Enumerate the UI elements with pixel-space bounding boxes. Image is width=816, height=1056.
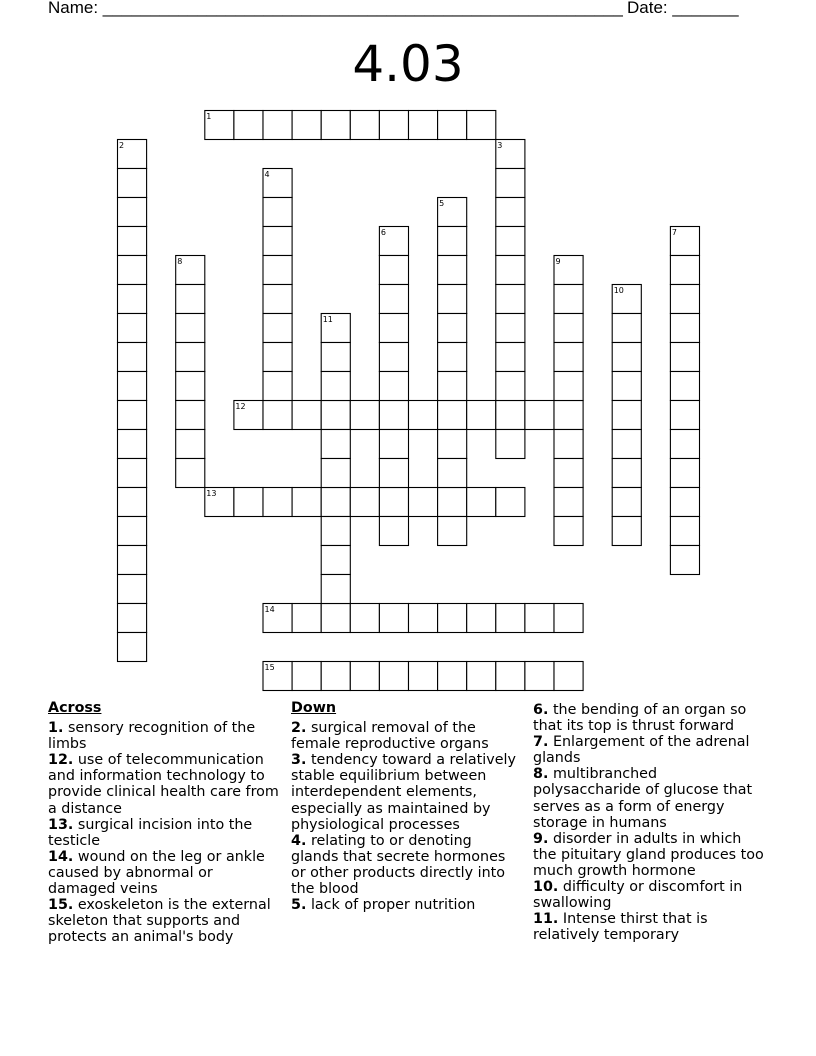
clue-number: 4 xyxy=(264,170,270,179)
grid-cell[interactable] xyxy=(176,285,205,314)
grid-cell[interactable] xyxy=(176,314,205,343)
grid-cell[interactable] xyxy=(321,343,350,372)
grid-cell[interactable] xyxy=(467,401,496,430)
grid-cell[interactable] xyxy=(379,430,408,459)
grid-cell[interactable] xyxy=(438,111,467,140)
grid-cell[interactable] xyxy=(118,517,147,546)
grid-cell[interactable] xyxy=(118,401,147,430)
grid-cell[interactable] xyxy=(438,430,467,459)
clue-number: 1 xyxy=(206,112,212,121)
grid-cell[interactable] xyxy=(118,604,147,633)
grid-cell[interactable] xyxy=(321,372,350,401)
clue-down-4: 4. relating to or denoting glands that secrete hormones or other products directly into the blood xyxy=(291,832,506,898)
grid-cell[interactable] xyxy=(554,488,583,517)
grid-cell[interactable] xyxy=(118,575,147,604)
grid-cell[interactable] xyxy=(554,517,583,546)
clue-number: 15 xyxy=(264,663,275,672)
clue-across-15: 15. exoskeleton is the external skeleton that supports and protects an animal's body xyxy=(48,897,271,946)
grid-cell[interactable] xyxy=(292,111,321,140)
grid-cell[interactable] xyxy=(321,459,350,488)
page-title: 4.03 xyxy=(352,35,464,93)
grid-cell[interactable] xyxy=(670,256,699,285)
clue-number: 11 xyxy=(322,315,333,324)
grid-cell[interactable] xyxy=(612,488,641,517)
grid-cell[interactable] xyxy=(350,111,379,140)
clue-down-7: 7. Enlargement of the adrenal glands xyxy=(533,734,750,767)
grid-cell[interactable] xyxy=(379,343,408,372)
down-heading: Down xyxy=(291,700,337,716)
clue-down-3: 3. tendency toward a relatively stable equilibrium between interdependent elements, especially as maintained by physiological processes xyxy=(291,752,516,833)
clue-across-1: 1. sensory recognition of the limbs xyxy=(48,720,256,753)
across-list xyxy=(48,720,283,945)
across-clues xyxy=(48,700,283,945)
grid-cell[interactable] xyxy=(234,111,263,140)
grid-cell[interactable] xyxy=(263,111,292,140)
grid-cell[interactable] xyxy=(321,111,350,140)
grid-cell[interactable] xyxy=(612,517,641,546)
clue-number: 9 xyxy=(555,257,561,266)
grid-cell[interactable] xyxy=(670,343,699,372)
grid-cell[interactable] xyxy=(496,169,525,198)
grid-cell[interactable] xyxy=(554,343,583,372)
grid-cell[interactable] xyxy=(118,459,147,488)
grid-cell[interactable] xyxy=(612,430,641,459)
grid-cell[interactable] xyxy=(263,372,292,401)
grid-cell[interactable] xyxy=(438,604,467,633)
grid-cell[interactable] xyxy=(350,662,379,691)
grid-cell[interactable] xyxy=(118,488,147,517)
grid-cell[interactable] xyxy=(321,546,350,575)
grid-cell[interactable] xyxy=(554,430,583,459)
grid-cell[interactable] xyxy=(554,314,583,343)
grid-cell[interactable] xyxy=(554,662,583,691)
grid-cell[interactable] xyxy=(321,517,350,546)
grid-cell[interactable] xyxy=(118,285,147,314)
grid-cell[interactable] xyxy=(321,430,350,459)
clue-across-12: 12. use of telecommunication and information technology to provide clinical health care from a distance xyxy=(48,752,279,817)
grid-cell[interactable] xyxy=(176,459,205,488)
grid-cell[interactable] xyxy=(612,459,641,488)
grid-cell[interactable] xyxy=(554,459,583,488)
grid-cell[interactable] xyxy=(292,604,321,633)
grid-cell[interactable] xyxy=(118,169,147,198)
grid-cell[interactable] xyxy=(496,256,525,285)
down-list xyxy=(291,720,523,913)
grid-cell[interactable] xyxy=(670,285,699,314)
grid-cell[interactable] xyxy=(379,314,408,343)
clue-down-9: 9. disorder in adults in which the pituitary gland produces too much growth hormone xyxy=(533,830,764,879)
grid-cell[interactable] xyxy=(409,662,438,691)
grid-cell[interactable] xyxy=(292,488,321,517)
grid-cell[interactable] xyxy=(496,372,525,401)
grid-cell[interactable] xyxy=(409,111,438,140)
grid-cell[interactable] xyxy=(263,401,292,430)
grid-cell[interactable] xyxy=(263,314,292,343)
clue-down-6: 6. the bending of an organ so that its top is thrust forward xyxy=(533,702,747,735)
grid-cell[interactable] xyxy=(263,343,292,372)
grid-cell[interactable] xyxy=(496,604,525,633)
grid-cell[interactable] xyxy=(496,662,525,691)
grid-cell[interactable] xyxy=(496,198,525,227)
grid-cell[interactable] xyxy=(263,198,292,227)
clue-down-2: 2. surgical removal of the female reproductive organs xyxy=(291,720,489,753)
grid-cell[interactable] xyxy=(379,517,408,546)
grid-cell[interactable] xyxy=(379,372,408,401)
grid-cell[interactable] xyxy=(379,488,408,517)
grid-cell[interactable] xyxy=(350,488,379,517)
grid-cell[interactable] xyxy=(670,314,699,343)
grid-cell[interactable] xyxy=(525,604,554,633)
grid-cell[interactable] xyxy=(496,314,525,343)
grid-cell[interactable] xyxy=(438,459,467,488)
grid-cell[interactable] xyxy=(321,604,350,633)
grid-cell[interactable] xyxy=(467,111,496,140)
grid-cell[interactable] xyxy=(321,662,350,691)
grid-cell[interactable] xyxy=(409,488,438,517)
clue-number: 2 xyxy=(119,141,125,150)
grid-cell[interactable] xyxy=(670,546,699,575)
clue-number: 13 xyxy=(206,489,217,498)
clue-number: 6 xyxy=(380,228,386,237)
grid-cell[interactable] xyxy=(612,401,641,430)
grid-cell[interactable] xyxy=(438,662,467,691)
grid-cell[interactable] xyxy=(496,343,525,372)
name-field[interactable]: Name: _______________________________________________________ xyxy=(48,0,623,17)
grid-cell[interactable] xyxy=(496,430,525,459)
clue-number: 10 xyxy=(613,286,624,295)
clue-number: 8 xyxy=(177,257,183,266)
grid-cell[interactable] xyxy=(350,604,379,633)
grid-cell[interactable] xyxy=(409,401,438,430)
grid-cell[interactable] xyxy=(292,662,321,691)
grid-cell[interactable] xyxy=(554,372,583,401)
clue-number: 14 xyxy=(264,605,275,614)
across-heading: Across xyxy=(48,700,102,716)
grid-cell[interactable] xyxy=(496,227,525,256)
grid-cell[interactable] xyxy=(670,401,699,430)
grid-cell[interactable] xyxy=(292,401,321,430)
grid-cell[interactable] xyxy=(467,604,496,633)
grid-cell[interactable] xyxy=(438,401,467,430)
grid-cell[interactable] xyxy=(379,604,408,633)
grid-cell[interactable] xyxy=(118,633,147,662)
grid-cell[interactable] xyxy=(438,285,467,314)
clue-across-13: 13. surgical incision into the testicle xyxy=(48,816,253,849)
grid-cell[interactable] xyxy=(670,488,699,517)
clue-down-8: 8. multibranched polysaccharide of glucose that serves as a form of energy storage in humans xyxy=(533,766,753,831)
grid-cell[interactable] xyxy=(554,604,583,633)
grid-cell[interactable] xyxy=(438,343,467,372)
grid-cell[interactable] xyxy=(118,343,147,372)
grid-cell[interactable] xyxy=(670,372,699,401)
grid-cell[interactable] xyxy=(525,662,554,691)
grid-cell[interactable] xyxy=(438,256,467,285)
grid-cell[interactable] xyxy=(118,372,147,401)
grid-cell[interactable] xyxy=(321,488,350,517)
grid-cell[interactable] xyxy=(379,401,408,430)
grid-cell[interactable] xyxy=(438,227,467,256)
grid-cell[interactable] xyxy=(263,256,292,285)
grid-cell[interactable] xyxy=(612,372,641,401)
grid-cell[interactable] xyxy=(379,662,408,691)
grid-cell[interactable] xyxy=(379,111,408,140)
grid-cell[interactable] xyxy=(118,198,147,227)
grid-cell[interactable] xyxy=(263,285,292,314)
grid-cell[interactable] xyxy=(438,488,467,517)
grid-cell[interactable] xyxy=(379,285,408,314)
clue-number: 7 xyxy=(671,228,677,237)
grid-cell[interactable] xyxy=(496,488,525,517)
grid-cell[interactable] xyxy=(176,401,205,430)
grid-cell[interactable] xyxy=(438,372,467,401)
clue-down-11: 11. Intense thirst that is relatively temporary xyxy=(533,911,708,944)
grid-cell[interactable] xyxy=(612,343,641,372)
grid-cell[interactable] xyxy=(670,517,699,546)
grid-cell[interactable] xyxy=(612,314,641,343)
clue-number: 5 xyxy=(439,199,445,208)
clue-number: 12 xyxy=(235,402,246,411)
grid-cell[interactable] xyxy=(496,401,525,430)
grid-cell[interactable] xyxy=(118,314,147,343)
grid-cell[interactable] xyxy=(176,372,205,401)
grid-cell[interactable] xyxy=(554,401,583,430)
grid-cell[interactable] xyxy=(118,430,147,459)
grid-cell[interactable] xyxy=(176,430,205,459)
grid-cell[interactable] xyxy=(263,488,292,517)
grid-cell[interactable] xyxy=(379,256,408,285)
grid-cell[interactable] xyxy=(438,517,467,546)
grid-cell[interactable] xyxy=(467,662,496,691)
grid-cell[interactable] xyxy=(467,488,496,517)
grid-cell[interactable] xyxy=(350,401,379,430)
grid-cell[interactable] xyxy=(321,575,350,604)
grid-cell[interactable] xyxy=(176,343,205,372)
grid-cell[interactable] xyxy=(409,604,438,633)
grid-cell[interactable] xyxy=(118,546,147,575)
grid-cell[interactable] xyxy=(263,227,292,256)
grid-cell[interactable] xyxy=(321,401,350,430)
grid-cell[interactable] xyxy=(525,401,554,430)
down-clues xyxy=(291,700,523,913)
grid-cell[interactable] xyxy=(496,285,525,314)
grid-cell[interactable] xyxy=(554,285,583,314)
grid-cell[interactable] xyxy=(118,256,147,285)
grid-cell[interactable] xyxy=(234,488,263,517)
grid-cell[interactable] xyxy=(118,227,147,256)
grid-cell[interactable] xyxy=(379,459,408,488)
date-field[interactable]: Date: _______ xyxy=(627,0,739,17)
clue-down-10: 10. difficulty or discomfort in swallowing xyxy=(533,879,743,912)
grid-cell[interactable] xyxy=(438,314,467,343)
clue-number: 3 xyxy=(497,141,503,150)
grid-cell[interactable] xyxy=(670,430,699,459)
clue-across-14: 14. wound on the leg or ankle caused by abnormal or damaged veins xyxy=(48,848,265,898)
clue-down-5: 5. lack of proper nutrition xyxy=(291,897,476,914)
down-clues-continued xyxy=(533,702,768,943)
grid-cell[interactable] xyxy=(670,459,699,488)
